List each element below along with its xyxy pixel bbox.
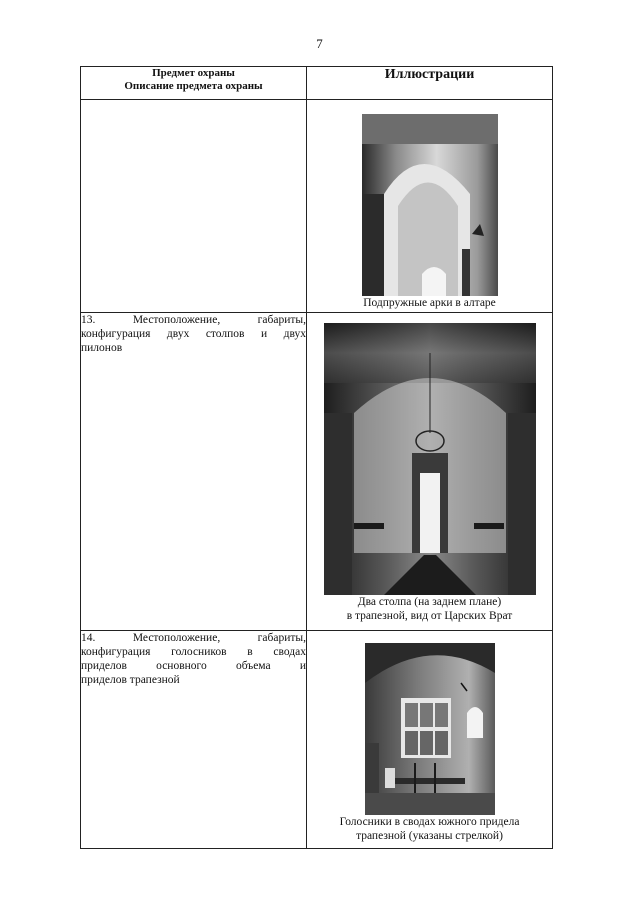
description-line: конфигурация двух столпов и двух xyxy=(81,328,306,340)
table-row xyxy=(81,100,553,313)
description-line: приделов трапезной xyxy=(81,674,180,686)
table-header-row xyxy=(81,67,553,100)
row-illustration xyxy=(307,100,553,313)
header-illustrations: Иллюстрации xyxy=(307,67,553,100)
protection-table xyxy=(80,66,553,849)
caption-line: трапезной (указаны стрелкой) xyxy=(356,830,503,842)
header-subject-line1: Предмет охраны xyxy=(152,67,235,79)
caption-refectory-pillars xyxy=(307,595,552,625)
photo-south-chapel-voices xyxy=(365,643,495,815)
row-illustration xyxy=(307,631,553,849)
table-row xyxy=(81,631,553,849)
page-number: 7 xyxy=(316,36,323,51)
caption-line: Два столпа (на заднем плане) xyxy=(357,596,502,608)
photo-refectory-pillars xyxy=(324,323,536,595)
caption-line: в трапезной, вид от Царских Врат xyxy=(346,610,513,622)
description-line: приделов основного объема и xyxy=(81,660,306,672)
row-description xyxy=(81,313,307,631)
description-line: 14. Местоположение, габариты, xyxy=(81,632,306,644)
row-description-empty xyxy=(81,100,307,313)
header-subject-line2: Описание предмета охраны xyxy=(124,80,263,92)
header-subject xyxy=(81,67,307,100)
table-row xyxy=(81,313,553,631)
photo-altar-arches xyxy=(362,114,498,296)
description-line: 13. Местоположение, габариты, xyxy=(81,314,306,326)
description-line: пилонов xyxy=(81,342,123,354)
caption-south-chapel-voices xyxy=(307,815,552,845)
row-description xyxy=(81,631,307,849)
caption-altar-arches xyxy=(307,296,552,312)
caption-line: Подпружные арки в алтаре xyxy=(363,297,496,309)
description-line: конфигурация голосников в сводах xyxy=(81,646,306,658)
caption-line: Голосники в сводах южного придела xyxy=(339,816,520,828)
row-illustration xyxy=(307,313,553,631)
